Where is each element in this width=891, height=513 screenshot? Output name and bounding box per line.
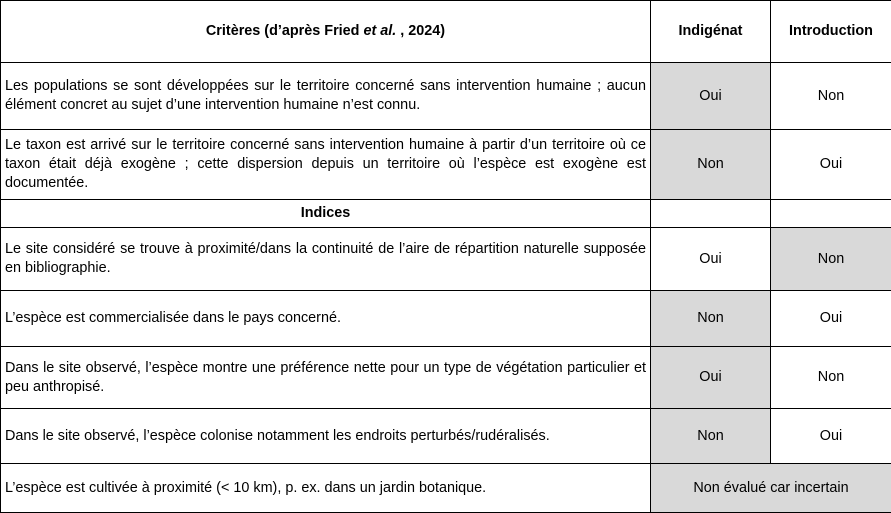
table-row	[1, 347, 891, 409]
introduction-cell: Oui	[771, 409, 891, 464]
header-criteria-suffix: , 2024)	[396, 23, 446, 39]
introduction-cell: Non	[771, 347, 891, 409]
table-row	[1, 130, 891, 200]
header-criteria	[1, 1, 651, 63]
criterion-text: Les populations se sont développées sur le territoire concerné sans intervention humaine ; aucun élément concret au sujet d’une intervention humaine n’est connu.	[1, 63, 651, 130]
indigenat-cell: Non	[651, 291, 771, 347]
introduction-cell: Oui	[771, 130, 891, 200]
indice-text: L’espèce est commercialisée dans le pays concerné.	[1, 291, 651, 347]
table-row	[1, 291, 891, 347]
header-criteria-italic: et al.	[363, 23, 397, 39]
introduction-cell: Oui	[771, 291, 891, 347]
merged-evaluation-cell: Non évalué car incertain	[651, 464, 891, 513]
indices-empty-cell	[651, 200, 771, 228]
introduction-cell: Non	[771, 63, 891, 130]
header-criteria-prefix: Critères (d’après Fried	[205, 23, 364, 39]
table-row	[1, 228, 891, 291]
indice-text: Le site considéré se trouve à proximité/dans la continuité de l’aire de répartition naturelle supposée en bibliographie.	[1, 228, 651, 291]
header-row	[1, 1, 891, 63]
indigenat-cell: Oui	[651, 63, 771, 130]
indice-text: Dans le site observé, l’espèce colonise notamment les endroits perturbés/rudéralisés.	[1, 409, 651, 464]
indice-text: L’espèce est cultivée à proximité (< 10 km), p. ex. dans un jardin botanique.	[1, 464, 651, 513]
indigenat-cell: Non	[651, 130, 771, 200]
table-row	[1, 464, 891, 513]
header-introduction: Introduction	[771, 1, 891, 63]
introduction-cell: Non	[771, 228, 891, 291]
table-row	[1, 409, 891, 464]
header-indigenat: Indigénat	[651, 1, 771, 63]
indices-label: Indices	[1, 200, 651, 228]
indigenat-cell: Oui	[651, 228, 771, 291]
table-row	[1, 63, 891, 130]
criterion-text: Le taxon est arrivé sur le territoire concerné sans intervention humaine à partir d’un territoire où ce taxon était déjà exogène ; cette dispersion depuis un territoire où l’espèce est exogène est documentée.	[1, 130, 651, 200]
indigenat-cell: Oui	[651, 347, 771, 409]
indices-empty-cell	[771, 200, 891, 228]
indice-text: Dans le site observé, l’espèce montre une préférence nette pour un type de végétation particulier et peu anthropisé.	[1, 347, 651, 409]
indices-header-row	[1, 200, 891, 228]
indigenat-cell: Non	[651, 409, 771, 464]
